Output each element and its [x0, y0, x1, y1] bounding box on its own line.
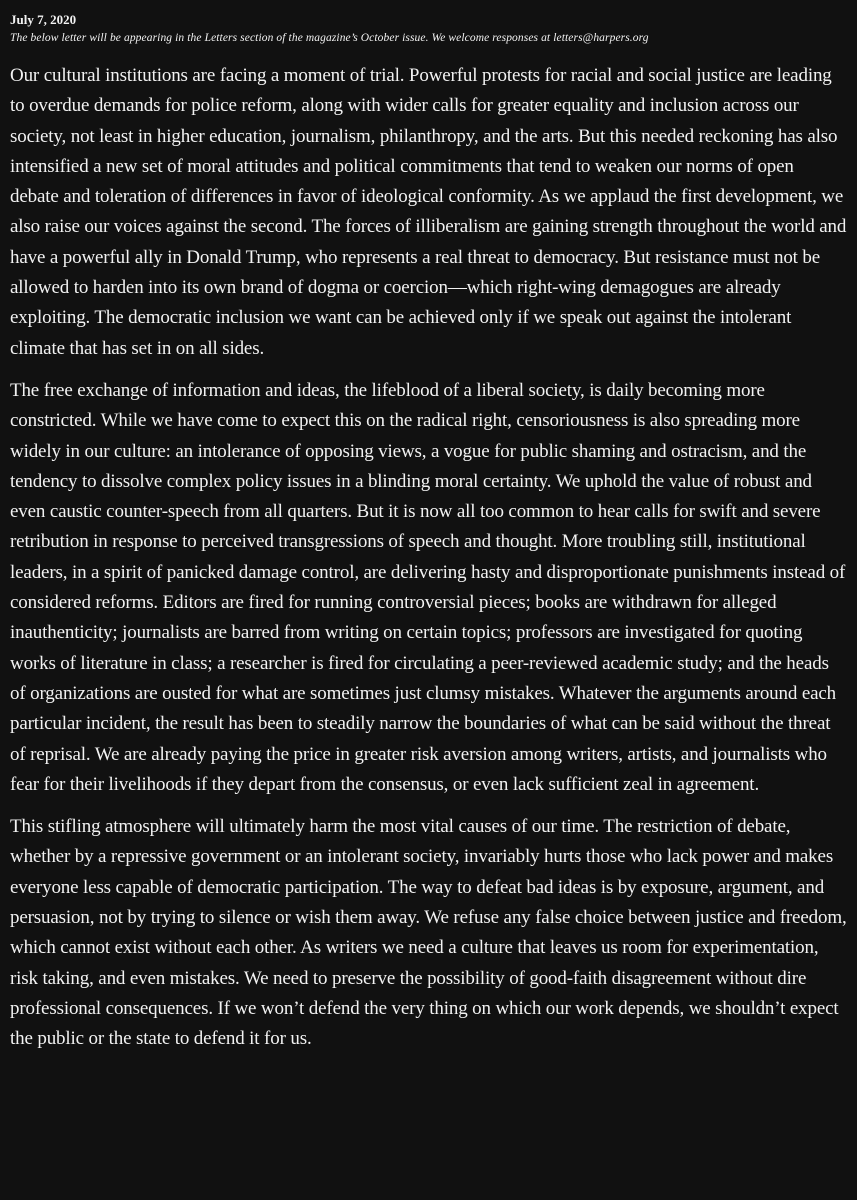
- letter-paragraph-1: Our cultural institutions are facing a moment of trial. Powerful protests for racial and social justice are leading to overdue demands for police reform, along with wider calls for greater equality and inclusion across our society, not least in higher education, journalism, philanthropy, and the arts. But this needed reckoning has also intensified a new set of moral attitudes and political commitments that tend to weaken our norms of open debate and toleration of differences in favor of ideological conformity. As we applaud the first development, we also raise our voices against the second. The forces of illiberalism are gaining strength throughout the world and have a powerful ally in Donald Trump, who represents a real threat to democracy. But resistance must not be allowed to harden into its own brand of dogma or coercion—which right-wing demagogues are already exploiting. The democratic inclusion we want can be achieved only if we speak out against the intolerant climate that has set in on all sides.: [10, 65, 847, 359]
- letter-paragraph-2: The free exchange of information and ideas, the lifeblood of a liberal society, is daily becoming more constricted. While we have come to expect this on the radical right, censoriousness is also spreading more widely in our culture: an intolerance of opposing views, a vogue for public shaming and ostracism, and the tendency to dissolve complex policy issues in a blinding moral certainty. We uphold the value of robust and even caustic counter-speech from all quarters. But it is now all too common to hear calls for swift and severe retribution in response to perceived transgressions of speech and thought. More troubling still, institutional leaders, in a spirit of panicked damage control, are delivering hasty and disproportionate punishments instead of considered reforms. Editors are fired for running controversial pieces; books are withdrawn for alleged inauthenticity; journalists are barred from writing on certain topics; professors are investigated for quoting works of literature in class; a researcher is fired for circulating a peer-reviewed academic study; and the heads of organizations are ousted for what are sometimes just clumsy mistakes. Whatever the arguments around each particular incident, the result has been to steadily narrow the boundaries of what can be said without the threat of reprisal. We are already paying the price in greater risk aversion among writers, artists, and journalists who fear for their livelihoods if they depart from the consensus, or even lack sufficient zeal in agreement.: [10, 379, 846, 795]
- publication-date: July 7, 2020: [10, 12, 77, 27]
- editorial-note: The below letter will be appearing in the Letters section of the magazine’s October issue. We welcome responses at letters@harpers.org: [10, 32, 649, 44]
- letter-paragraph-3: This stifling atmosphere will ultimately harm the most vital causes of our time. The restriction of debate, whether by a repressive government or an intolerant society, invariably hurts those who lack power and makes everyone less capable of democratic participation. The way to defeat bad ideas is by exposure, argument, and persuasion, not by trying to silence or wish them away. We refuse any false choice between justice and freedom, which cannot exist without each other. As writers we need a culture that leaves us room for experimentation, risk taking, and even mistakes. We need to preserve the possibility of good-faith disagreement without dire professional consequences. If we won’t defend the very thing on which our work depends, we shouldn’t expect the public or the state to defend it for us.: [10, 816, 847, 1050]
